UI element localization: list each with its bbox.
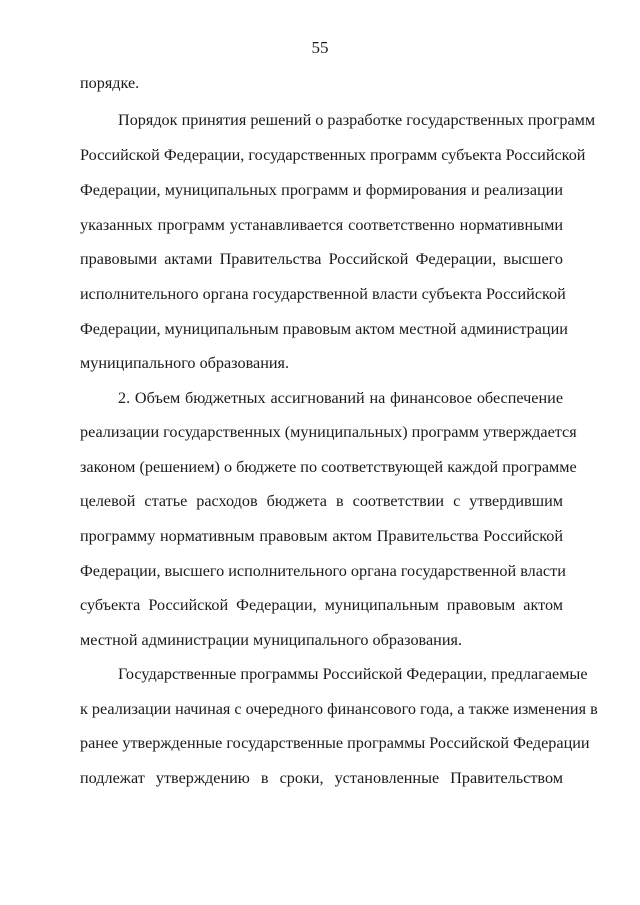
paragraph-first-line: Порядок принятия решений о разработке государственных программ <box>118 111 596 129</box>
text-line: указанных программ устанавливается соответственно нормативными <box>80 216 563 234</box>
text-line: целевой статье расходов бюджета в соответствии с утвердившим <box>80 492 563 510</box>
text-line: муниципального образования. <box>80 354 290 372</box>
text-line: субъекта Российской Федерации, муниципальным правовым актом <box>80 596 563 614</box>
text-line: Федерации, муниципальных программ и формирования и реализации <box>80 181 563 199</box>
text-line: Федерации, муниципальным правовым актом местной администрации <box>80 320 568 338</box>
text-line: местной администрации муниципального образования. <box>80 631 462 649</box>
text-line: правовыми актами Правительства Российской Федерации, высшего <box>80 250 563 268</box>
text-line: реализации государственных (муниципальных) программ утверждается <box>80 423 577 441</box>
text-line: Федерации, высшего исполнительного органа государственной власти <box>80 562 566 580</box>
text-line: ранее утвержденные государственные программы Российской Федерации <box>80 734 590 752</box>
text-line: подлежат утверждению в сроки, установленные Правительством <box>80 769 563 787</box>
paragraph-first-line: 2. Объем бюджетных ассигнований на финансовое обеспечение <box>118 389 563 407</box>
paragraph-first-line: Государственные программы Российской Федерации, предлагаемые <box>118 665 588 683</box>
text-line: порядке. <box>80 74 140 92</box>
text-line: к реализации начиная с очередного финансового года, а также изменения в <box>80 700 598 718</box>
text-line: программу нормативным правовым актом Правительства Российской <box>80 527 563 545</box>
text-line: Российской Федерации, государственных программ субъекта Российской <box>80 146 586 164</box>
text-line: исполнительного органа государственной власти субъекта Российской <box>80 285 566 303</box>
page-number: 55 <box>311 38 329 57</box>
text-line: законом (решением) о бюджете по соответствующей каждой программе <box>80 458 577 476</box>
